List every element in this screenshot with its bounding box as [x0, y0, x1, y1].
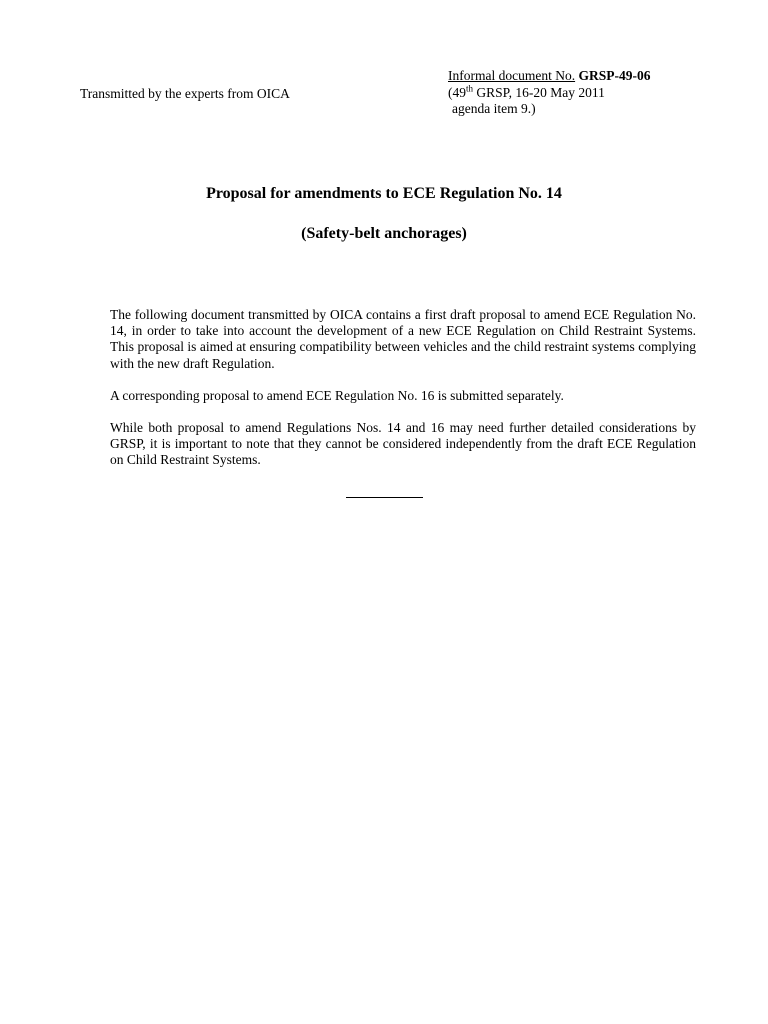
transmitted-by: Transmitted by the experts from OICA — [80, 86, 290, 101]
agenda-item: agenda item 9.) — [452, 101, 536, 116]
session-line — [448, 85, 650, 102]
document-reference — [448, 68, 650, 118]
paragraph: A corresponding proposal to amend ECE Regulation No. 16 is submitted separately. — [110, 387, 564, 403]
paragraph: The following document transmitted by OICA contains a first draft proposal to amend ECE Regulation No. 14, in order to take into account the development of a new ECE Regulation on Child Restraint Systems. This proposal is aimed at ensuring compatibility between vehicles and the child restraint systems complying with the new draft Regulation. — [110, 307, 696, 371]
document-label: Informal document No. — [448, 68, 576, 83]
document-subtitle: (Safety-belt anchorages) — [301, 225, 467, 242]
end-rule — [346, 497, 423, 498]
document-number-line — [448, 68, 650, 85]
document-body — [110, 307, 696, 485]
session-rest: GRSP, 16-20 May 2011 — [473, 84, 605, 100]
paragraph: While both proposal to amend Regulations Nos. 14 and 16 may need further detailed considerations by GRSP, it is important to note that they cannot be considered independently from the draft ECE Regulation on Child Restraint Systems. — [110, 420, 696, 468]
document-title: Proposal for amendments to ECE Regulation No. 14 — [206, 185, 562, 202]
document-number: GRSP-49-06 — [578, 68, 651, 83]
session-open: (49 — [448, 84, 466, 100]
session-superscript: th — [466, 83, 474, 93]
